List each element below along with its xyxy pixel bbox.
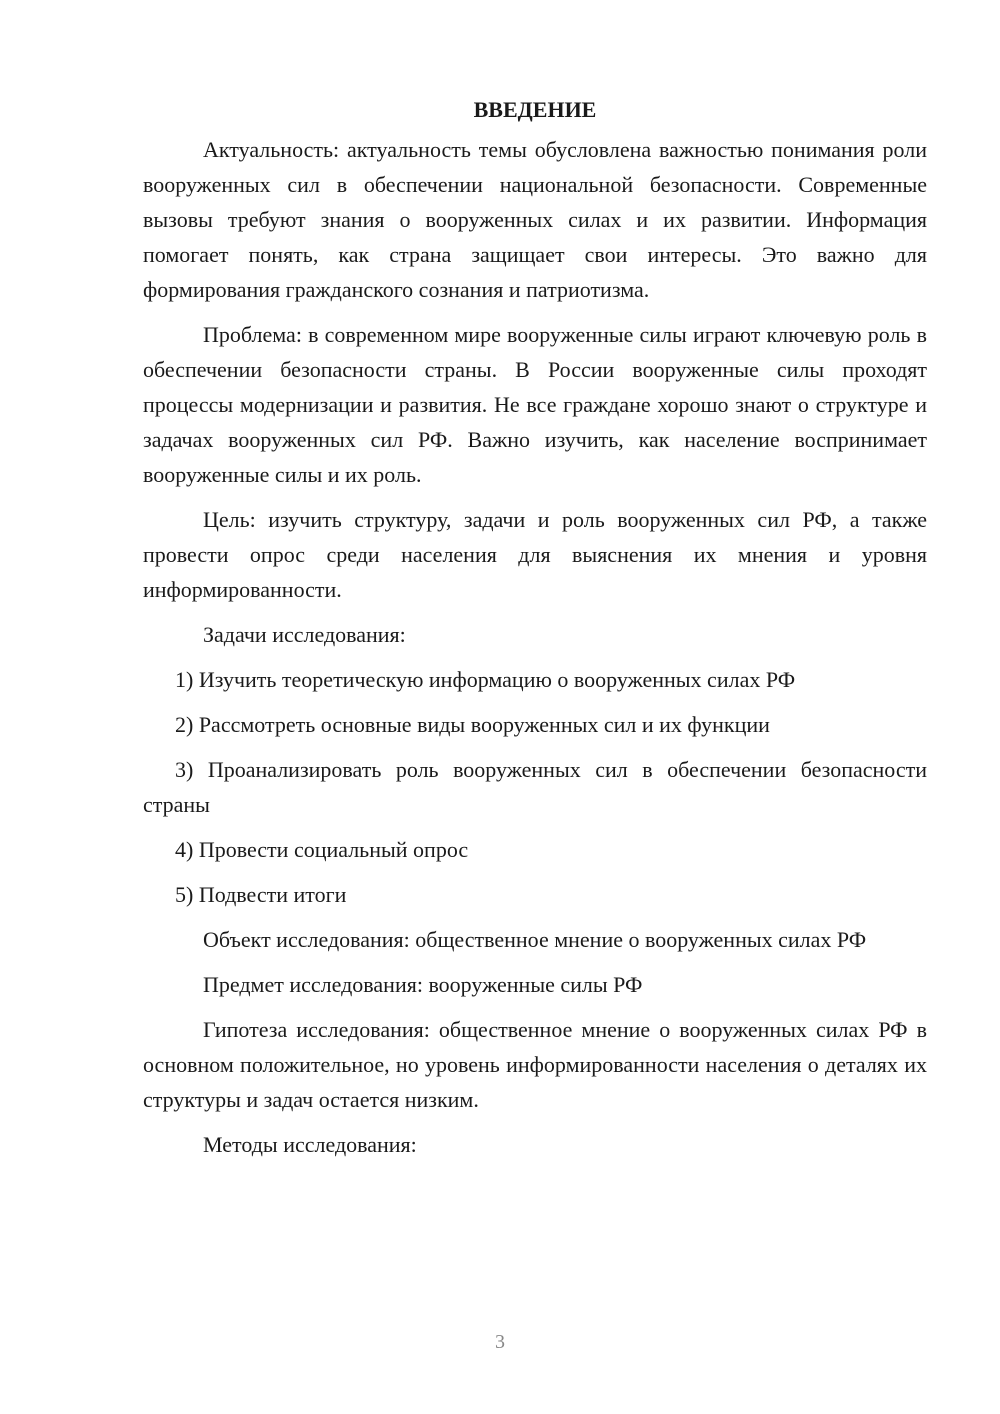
task-item: 2) Рассмотреть основные виды вооруженных сил и их функции	[175, 712, 770, 737]
methods-heading: Методы исследования:	[203, 1132, 417, 1157]
page-number: 3	[495, 1331, 505, 1353]
tasks-heading: Задачи исследования:	[203, 622, 406, 647]
hypothesis-paragraph: Гипотеза исследования: общественное мнение о вооруженных силах РФ в основном положительное, но уровень информированности населения о деталях их структуры и задач остается низким.	[143, 1017, 927, 1112]
page-content	[143, 88, 927, 1172]
research-subject-paragraph: Предмет исследования: вооруженные силы РФ	[203, 972, 643, 997]
task-item: 1) Изучить теоретическую информацию о вооруженных силах РФ	[175, 667, 796, 692]
research-object-paragraph: Объект исследования: общественное мнение о вооруженных силах РФ	[203, 927, 867, 952]
task-item: 5) Подвести итоги	[175, 882, 347, 907]
relevance-paragraph: Актуальность: актуальность темы обусловлена важностью понимания роли вооруженных сил в обеспечении национальной безопасности. Современные вызовы требуют знания о вооруженных силах и их развитии. Информация помогает понять, как страна защищает свои интересы. Это важно для формирования гражданского сознания и патриотизма.	[143, 137, 927, 302]
task-item: 4) Провести социальный опрос	[175, 837, 469, 862]
goal-paragraph: Цель: изучить структуру, задачи и роль вооруженных сил РФ, а также провести опрос среди населения для выяснения их мнения и уровня информированности.	[143, 507, 927, 602]
section-title: ВВЕДЕНИЕ	[473, 97, 597, 122]
task-item: 3) Проанализировать роль вооруженных сил в обеспечении безопасности страны	[143, 757, 927, 817]
problem-paragraph: Проблема: в современном мире вооруженные силы играют ключевую роль в обеспечении безопасности страны. В России вооруженные силы проходят процессы модернизации и развития. Не все граждане хорошо знают о структуре и задачах вооруженных сил РФ. Важно изучить, как население воспринимает вооруженные силы и их роль.	[143, 322, 927, 487]
